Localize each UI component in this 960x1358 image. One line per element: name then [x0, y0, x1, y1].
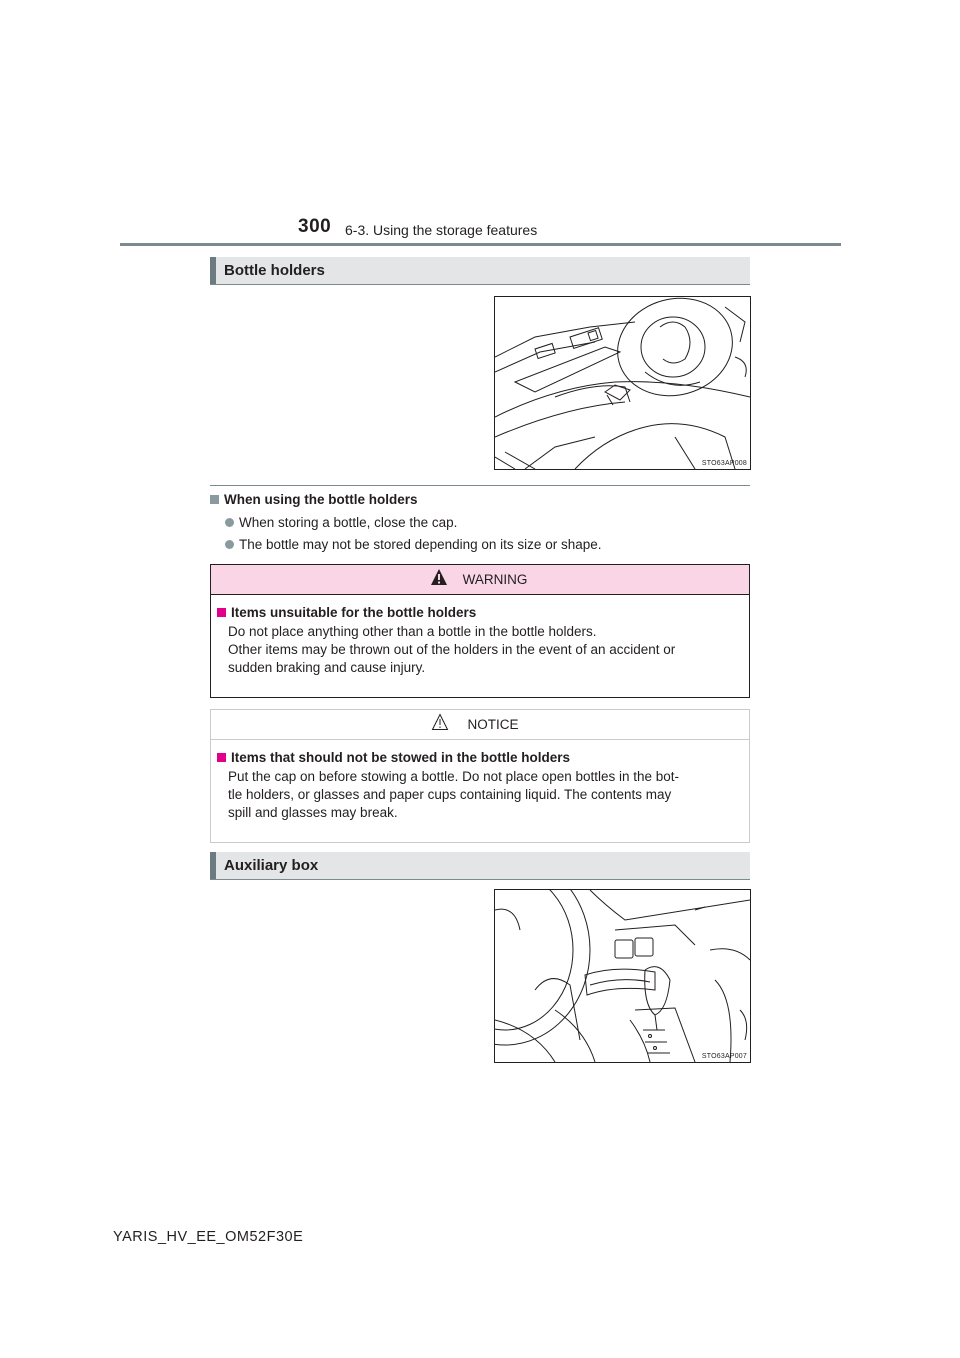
header-rule	[120, 243, 841, 246]
notice-line: spill and glasses may break.	[228, 805, 398, 820]
bullet-dot-icon	[225, 540, 234, 549]
bullet-text: When storing a bottle, close the cap.	[239, 515, 458, 530]
illustration-code: STO63AP008	[701, 460, 747, 467]
notice-line: Put the cap on before stowing a bottle. Do not place open bottles in the bot-	[228, 769, 680, 784]
square-bullet-icon	[210, 495, 219, 504]
bottle-holders-title: Bottle holders	[224, 262, 325, 279]
bottle-holders-heading	[210, 257, 750, 285]
auxiliary-box-heading	[210, 852, 750, 880]
illustration-code: STO63AP007	[701, 1053, 747, 1060]
notice-box	[210, 709, 750, 843]
warning-box	[210, 564, 750, 698]
bullet-dot-icon	[225, 518, 234, 527]
document-code: YARIS_HV_EE_OM52F30E	[113, 1229, 304, 1245]
bottle-holder-illustration	[494, 296, 751, 470]
heading-accent	[210, 257, 216, 284]
warning-subheading-text: Items unsuitable for the bottle holders	[231, 605, 477, 620]
notice-body	[211, 740, 749, 832]
warning-label: WARNING	[462, 572, 528, 587]
square-bullet-icon	[217, 753, 226, 762]
subheading-text: When using the bottle holders	[224, 492, 418, 507]
auxiliary-box-title: Auxiliary box	[224, 857, 319, 874]
bullet-item	[225, 537, 601, 552]
notice-line: tle holders, or glasses and paper cups containing liquid. The contents may	[228, 787, 672, 802]
warning-body	[211, 595, 749, 687]
bullet-item	[225, 515, 457, 530]
heading-accent	[210, 852, 216, 879]
warning-line: sudden braking and cause injury.	[228, 660, 426, 675]
notice-header	[211, 710, 749, 740]
notice-subheading	[217, 750, 741, 765]
bullet-text: The bottle may not be stored depending on its size or shape.	[239, 537, 602, 552]
auxiliary-box-illustration	[494, 889, 751, 1063]
section-divider	[210, 485, 750, 486]
page-number: 300	[298, 216, 332, 237]
section-title: 6-3. Using the storage features	[345, 222, 538, 238]
bottle-holders-subheading	[210, 492, 418, 507]
warning-line: Do not place anything other than a bottle in the bottle holders.	[228, 624, 597, 639]
warning-subheading	[217, 605, 741, 620]
warning-header	[211, 565, 749, 595]
notice-subheading-text: Items that should not be stowed in the bottle holders	[231, 750, 571, 765]
warning-line: Other items may be thrown out of the holders in the event of an accident or	[228, 642, 676, 657]
square-bullet-icon	[217, 608, 226, 617]
notice-label: NOTICE	[467, 717, 519, 732]
